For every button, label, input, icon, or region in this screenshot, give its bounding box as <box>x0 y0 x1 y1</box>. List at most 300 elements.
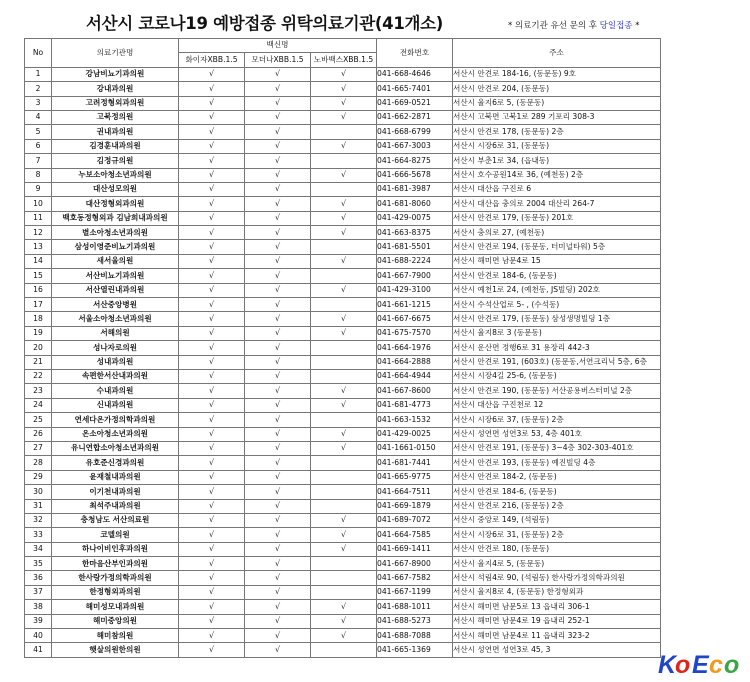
check-mark: √ <box>274 601 281 611</box>
vaccine-moderna-cell <box>245 283 311 297</box>
clinic-address: 서산시 해미면 남문4로 19 읍내리 252-1 <box>453 614 661 628</box>
row-number: 22 <box>25 369 52 383</box>
check-mark: √ <box>274 98 281 108</box>
table-row <box>25 168 661 182</box>
table-row <box>25 571 661 585</box>
vaccine-moderna-cell <box>245 154 311 168</box>
check-mark: √ <box>274 644 281 654</box>
vaccine-pfizer-cell <box>179 485 245 499</box>
note-prefix: * 의료기관 유선 문의 후 <box>508 21 600 31</box>
phone-number: 041-669-0521 <box>377 96 453 110</box>
row-number: 41 <box>25 643 52 657</box>
phone-number: 041-688-7088 <box>377 629 453 643</box>
vaccine-pfizer-cell <box>179 427 245 441</box>
check-mark: √ <box>208 385 215 395</box>
vaccine-novavax-cell <box>311 499 377 513</box>
clinic-name: 대산성모의원 <box>52 182 179 196</box>
phone-number: 041-668-4646 <box>377 67 453 81</box>
row-number: 25 <box>25 413 52 427</box>
vaccine-novavax-cell <box>311 168 377 182</box>
table-row <box>25 643 661 657</box>
phone-number: 041-1661-0150 <box>377 441 453 455</box>
check-mark: √ <box>340 313 347 323</box>
vaccine-moderna-cell <box>245 125 311 139</box>
row-number: 32 <box>25 513 52 527</box>
vaccine-moderna-cell <box>245 211 311 225</box>
header-vaccine-novavax: 노바백스XBB.1.5 <box>311 53 377 67</box>
phone-number: 041-665-7401 <box>377 82 453 96</box>
row-number: 7 <box>25 154 52 168</box>
vaccine-moderna-cell <box>245 470 311 484</box>
check-mark: √ <box>208 155 215 165</box>
vaccine-novavax-cell <box>311 585 377 599</box>
check-mark: √ <box>340 198 347 208</box>
check-mark: √ <box>274 69 281 79</box>
row-number: 35 <box>25 557 52 571</box>
logo-o: o <box>675 651 691 679</box>
vaccine-pfizer-cell <box>179 470 245 484</box>
vaccine-pfizer-cell <box>179 600 245 614</box>
check-mark: √ <box>208 414 215 424</box>
clinic-address: 서산시 수석산업로 5- , (수석동) <box>453 298 661 312</box>
vaccine-moderna-cell <box>245 600 311 614</box>
vaccine-pfizer-cell <box>179 398 245 412</box>
clinic-name: 누보소아청소년과의원 <box>52 168 179 182</box>
vaccine-pfizer-cell <box>179 298 245 312</box>
phone-number: 041-661-1215 <box>377 298 453 312</box>
vaccine-moderna-cell <box>245 456 311 470</box>
clinic-address: 서산시 안견로 190, (동문동) 서산공용버스터미널 2층 <box>453 384 661 398</box>
table-row <box>25 67 661 81</box>
clinic-name: 이기천내과의원 <box>52 485 179 499</box>
clinic-name: 대산정형외과의원 <box>52 197 179 211</box>
phone-number: 041-667-6675 <box>377 312 453 326</box>
clinic-name: 백호동정형외과 김남희내과의원 <box>52 211 179 225</box>
check-mark: √ <box>274 587 281 597</box>
phone-number: 041-662-2871 <box>377 110 453 124</box>
vaccine-moderna-cell <box>245 226 311 240</box>
phone-number: 041-681-4773 <box>377 398 453 412</box>
check-mark: √ <box>274 544 281 554</box>
clinic-address: 서산시 시장6로 37, (동문동) 2층 <box>453 413 661 427</box>
clinic-address: 서산시 율지4로 5, (동문동) <box>453 557 661 571</box>
table-header <box>25 39 661 68</box>
check-mark: √ <box>208 285 215 295</box>
clinic-table <box>24 38 661 658</box>
vaccine-novavax-cell <box>311 283 377 297</box>
phone-number: 041-429-0025 <box>377 427 453 441</box>
phone-number: 041-681-3987 <box>377 182 453 196</box>
phone-number: 041-668-6799 <box>377 125 453 139</box>
phone-number: 041-665-9775 <box>377 470 453 484</box>
table-row <box>25 441 661 455</box>
check-mark: √ <box>274 112 281 122</box>
vaccine-novavax-cell <box>311 542 377 556</box>
check-mark: √ <box>208 69 215 79</box>
row-number: 8 <box>25 168 52 182</box>
header-vaccine-moderna: 모더나XBB.1.5 <box>245 53 311 67</box>
vaccine-moderna-cell <box>245 298 311 312</box>
clinic-name: 유니연합소아청소년과의원 <box>52 441 179 455</box>
check-mark: √ <box>340 616 347 626</box>
clinic-name: 온소아청소년과의원 <box>52 427 179 441</box>
check-mark: √ <box>340 429 347 439</box>
phone-number: 041-663-8375 <box>377 226 453 240</box>
phone-number: 041-665-1369 <box>377 643 453 657</box>
check-mark: √ <box>274 529 281 539</box>
vaccine-moderna-cell <box>245 326 311 340</box>
check-mark: √ <box>274 400 281 410</box>
table-row <box>25 398 661 412</box>
check-mark: √ <box>208 270 215 280</box>
check-mark: √ <box>274 141 281 151</box>
phone-number: 041-688-2224 <box>377 254 453 268</box>
phone-number: 041-681-8060 <box>377 197 453 211</box>
table-row <box>25 470 661 484</box>
check-mark: √ <box>274 515 281 525</box>
row-number: 30 <box>25 485 52 499</box>
check-mark: √ <box>274 385 281 395</box>
check-mark: √ <box>274 213 281 223</box>
clinic-address: 서산시 율지6로 5, (동문동) <box>453 96 661 110</box>
vaccine-novavax-cell <box>311 154 377 168</box>
vaccine-pfizer-cell <box>179 557 245 571</box>
check-mark: √ <box>340 141 347 151</box>
phone-number: 041-664-1976 <box>377 341 453 355</box>
check-mark: √ <box>208 544 215 554</box>
clinic-address: 서산시 중앙로 149, (석림동) <box>453 513 661 527</box>
phone-number: 041-669-1411 <box>377 542 453 556</box>
logo-c: c <box>709 651 723 679</box>
clinic-address: 서산시 안견로 179, (동문동) 삼성생명빌딩 1층 <box>453 312 661 326</box>
vaccine-novavax-cell <box>311 427 377 441</box>
clinic-address: 서산시 예천1로 24, (예천동, JS빌딩) 202호 <box>453 283 661 297</box>
check-mark: √ <box>274 170 281 179</box>
vaccine-novavax-cell <box>311 110 377 124</box>
phone-number: 041-429-0075 <box>377 211 453 225</box>
vaccine-moderna-cell <box>245 441 311 455</box>
check-mark: √ <box>208 429 215 439</box>
clinic-address: 서산시 대산읍 구진로 6 <box>453 182 661 196</box>
vaccine-moderna-cell <box>245 499 311 513</box>
check-mark: √ <box>208 342 215 352</box>
clinic-address: 서산시 안견로 184-2, (동문동) <box>453 470 661 484</box>
clinic-address: 서산시 석림4로 90, (석림동) 한사랑가정의학과의원 <box>453 571 661 585</box>
clinic-address: 서산시 율지8로 4, (동문동) 한정형외과 <box>453 585 661 599</box>
phone-number: 041-664-4944 <box>377 369 453 383</box>
check-mark: √ <box>340 213 347 223</box>
row-number: 33 <box>25 528 52 542</box>
clinic-address: 서산시 안견로 184-6, (동문동) <box>453 485 661 499</box>
check-mark: √ <box>274 241 281 251</box>
table-row <box>25 154 661 168</box>
vaccine-novavax-cell <box>311 355 377 369</box>
table-row <box>25 585 661 599</box>
vaccine-moderna-cell <box>245 82 311 96</box>
check-mark: √ <box>340 630 347 640</box>
clinic-name: 하나이비인후과의원 <box>52 542 179 556</box>
row-number: 28 <box>25 456 52 470</box>
clinic-name: 권내과의원 <box>52 125 179 139</box>
logo-k: K <box>658 651 677 679</box>
table-row <box>25 355 661 369</box>
check-mark: √ <box>274 256 281 266</box>
row-number: 20 <box>25 341 52 355</box>
clinic-name: 삼성이영준비뇨기과의원 <box>52 240 179 254</box>
logo-o2: o <box>724 651 740 679</box>
phone-number: 041-667-3003 <box>377 139 453 153</box>
vaccine-pfizer-cell <box>179 154 245 168</box>
check-mark: √ <box>340 98 347 108</box>
row-number: 17 <box>25 298 52 312</box>
row-number: 21 <box>25 355 52 369</box>
row-number: 14 <box>25 254 52 268</box>
koeco-logo <box>656 648 750 680</box>
header-phone: 전화번호 <box>377 39 453 68</box>
check-mark: √ <box>208 170 215 179</box>
vaccine-moderna-cell <box>245 369 311 383</box>
clinic-address: 서산시 율지8로 3 (동문동) <box>453 326 661 340</box>
clinic-name: 고북정의원 <box>52 110 179 124</box>
check-mark: √ <box>208 472 215 482</box>
check-mark: √ <box>340 400 347 410</box>
clinic-address: 서산시 안견로 193, (동문동) 예진빌딩 4층 <box>453 456 661 470</box>
vaccine-pfizer-cell <box>179 96 245 110</box>
phone-number: 041-664-7511 <box>377 485 453 499</box>
phone-number: 041-688-5273 <box>377 614 453 628</box>
check-mark: √ <box>208 141 215 151</box>
row-number: 24 <box>25 398 52 412</box>
row-number: 36 <box>25 571 52 585</box>
clinic-address: 서산시 안견로 194, (동문동, 터미널타워) 5층 <box>453 240 661 254</box>
vaccine-moderna-cell <box>245 139 311 153</box>
vaccine-moderna-cell <box>245 355 311 369</box>
check-mark: √ <box>274 328 281 338</box>
vaccine-novavax-cell <box>311 629 377 643</box>
vaccine-pfizer-cell <box>179 226 245 240</box>
check-mark: √ <box>274 558 281 568</box>
table-row <box>25 427 661 441</box>
check-mark: √ <box>208 213 215 223</box>
check-mark: √ <box>208 500 215 510</box>
vaccine-novavax-cell <box>311 369 377 383</box>
check-mark: √ <box>274 472 281 482</box>
vaccine-novavax-cell <box>311 557 377 571</box>
table-row <box>25 614 661 628</box>
header-address: 주소 <box>453 39 661 68</box>
check-mark: √ <box>274 270 281 280</box>
vaccine-novavax-cell <box>311 211 377 225</box>
vaccine-pfizer-cell <box>179 269 245 283</box>
row-number: 29 <box>25 470 52 484</box>
clinic-name: 한정형외과의원 <box>52 585 179 599</box>
table-row <box>25 542 661 556</box>
check-mark: √ <box>208 198 215 208</box>
clinic-name: 별소아청소년과의원 <box>52 226 179 240</box>
check-mark: √ <box>208 328 215 338</box>
vaccine-novavax-cell <box>311 96 377 110</box>
inquiry-note <box>508 19 639 31</box>
clinic-address: 서산시 호수공원14로 36, (예천동) 2층 <box>453 168 661 182</box>
row-number: 38 <box>25 600 52 614</box>
clinic-address: 서산시 성연면 성연3로 45, 3 <box>453 643 661 657</box>
clinic-address: 서산시 시장4길 25-6, (동문동) <box>453 369 661 383</box>
row-number: 2 <box>25 82 52 96</box>
vaccine-novavax-cell <box>311 139 377 153</box>
clinic-name: 속편한서산내과의원 <box>52 369 179 383</box>
vaccine-novavax-cell <box>311 197 377 211</box>
check-mark: √ <box>274 342 281 352</box>
row-number: 4 <box>25 110 52 124</box>
check-mark: √ <box>208 83 215 93</box>
clinic-name: 유호준신경과의원 <box>52 456 179 470</box>
check-mark: √ <box>208 371 215 381</box>
table-row <box>25 226 661 240</box>
vaccine-pfizer-cell <box>179 571 245 585</box>
vaccine-pfizer-cell <box>179 110 245 124</box>
phone-number: 041-664-8275 <box>377 154 453 168</box>
clinic-address: 서산시 해미면 남문4로 11 읍내리 323-2 <box>453 629 661 643</box>
vaccine-moderna-cell <box>245 110 311 124</box>
table-row <box>25 82 661 96</box>
vaccine-pfizer-cell <box>179 513 245 527</box>
vaccine-novavax-cell <box>311 298 377 312</box>
page-title: 서산시 코로나19 예방접종 위탁의료기관(41개소) <box>86 14 444 33</box>
vaccine-novavax-cell <box>311 600 377 614</box>
vaccine-moderna-cell <box>245 240 311 254</box>
check-mark: √ <box>208 299 215 309</box>
clinic-name: 충청남도 서산의료원 <box>52 513 179 527</box>
check-mark: √ <box>208 601 215 611</box>
row-number: 37 <box>25 585 52 599</box>
clinic-address: 서산시 안견로 178, (동문동) 2층 <box>453 125 661 139</box>
vaccine-novavax-cell <box>311 254 377 268</box>
row-number: 16 <box>25 283 52 297</box>
check-mark: √ <box>340 328 347 338</box>
vaccine-moderna-cell <box>245 427 311 441</box>
clinic-name: 강남비뇨기과의원 <box>52 67 179 81</box>
clinic-address: 서산시 시장6로 31, (동문동) <box>453 139 661 153</box>
clinic-address: 서산시 안견로 184-6, (동문동) <box>453 269 661 283</box>
vaccine-novavax-cell <box>311 456 377 470</box>
check-mark: √ <box>340 285 347 295</box>
vaccine-moderna-cell <box>245 571 311 585</box>
check-mark: √ <box>274 126 281 136</box>
note-highlight: 당일접종 <box>599 21 633 31</box>
vaccine-novavax-cell <box>311 82 377 96</box>
vaccine-moderna-cell <box>245 398 311 412</box>
vaccine-moderna-cell <box>245 413 311 427</box>
header-vaccine-group: 백신명 <box>179 39 377 53</box>
vaccine-moderna-cell <box>245 312 311 326</box>
clinic-name: 한사랑가정의학과의원 <box>52 571 179 585</box>
table-row <box>25 211 661 225</box>
clinic-name: 연세다온가정의학과의원 <box>52 413 179 427</box>
vaccine-pfizer-cell <box>179 643 245 657</box>
vaccine-pfizer-cell <box>179 125 245 139</box>
clinic-name: 해미참의원 <box>52 629 179 643</box>
clinic-name: 윤재철내과의원 <box>52 470 179 484</box>
table-row <box>25 341 661 355</box>
clinic-name: 서산열린내과의원 <box>52 283 179 297</box>
check-mark: √ <box>208 587 215 597</box>
vaccine-novavax-cell <box>311 571 377 585</box>
phone-number: 041-681-5501 <box>377 240 453 254</box>
clinic-address: 서산시 안견로 191, (603호) (동문동,서연크리닉 5층, 6층 <box>453 355 661 369</box>
check-mark: √ <box>340 83 347 93</box>
phone-number: 041-664-2888 <box>377 355 453 369</box>
clinic-address: 서산시 안견로 191, (동문동) 3~4층 302-303-401호 <box>453 441 661 455</box>
row-number: 27 <box>25 441 52 455</box>
clinic-name: 김경훈내과의원 <box>52 139 179 153</box>
table-body <box>25 67 661 657</box>
clinic-address: 서산시 안견로 179, (동문동) 201호 <box>453 211 661 225</box>
table-row <box>25 254 661 268</box>
check-mark: √ <box>274 457 281 467</box>
check-mark: √ <box>340 69 347 79</box>
row-number: 19 <box>25 326 52 340</box>
vaccine-novavax-cell <box>311 312 377 326</box>
row-number: 23 <box>25 384 52 398</box>
check-mark: √ <box>340 529 347 539</box>
check-mark: √ <box>274 357 281 367</box>
row-number: 15 <box>25 269 52 283</box>
table-row <box>25 110 661 124</box>
table-row <box>25 369 661 383</box>
title-row <box>0 6 750 36</box>
vaccine-pfizer-cell <box>179 355 245 369</box>
vaccine-novavax-cell <box>311 614 377 628</box>
vaccine-novavax-cell <box>311 269 377 283</box>
vaccine-pfizer-cell <box>179 168 245 182</box>
vaccine-pfizer-cell <box>179 614 245 628</box>
vaccine-novavax-cell <box>311 341 377 355</box>
check-mark: √ <box>208 515 215 525</box>
check-mark: √ <box>208 558 215 568</box>
table-row <box>25 283 661 297</box>
clinic-address: 서산시 대산읍 충의로 2004 대산리 264-7 <box>453 197 661 211</box>
row-number: 34 <box>25 542 52 556</box>
check-mark: √ <box>340 601 347 611</box>
logo-e: E <box>692 651 709 679</box>
phone-number: 041-675-7570 <box>377 326 453 340</box>
check-mark: √ <box>208 227 215 237</box>
table-row <box>25 240 661 254</box>
vaccine-moderna-cell <box>245 643 311 657</box>
clinic-name: 해미성모내과의원 <box>52 600 179 614</box>
clinic-address: 서산시 시장6로 31, (동문동) 2층 <box>453 528 661 542</box>
vaccine-pfizer-cell <box>179 82 245 96</box>
vaccine-novavax-cell <box>311 384 377 398</box>
check-mark: √ <box>340 544 347 554</box>
check-mark: √ <box>208 357 215 367</box>
row-number: 18 <box>25 312 52 326</box>
vaccine-novavax-cell <box>311 528 377 542</box>
phone-number: 041-681-7441 <box>377 456 453 470</box>
vaccine-moderna-cell <box>245 513 311 527</box>
clinic-name: 서산비뇨기과의원 <box>52 269 179 283</box>
vaccine-novavax-cell <box>311 470 377 484</box>
row-number: 11 <box>25 211 52 225</box>
clinic-name: 햇살의원한의원 <box>52 643 179 657</box>
vaccine-novavax-cell <box>311 67 377 81</box>
clinic-address: 서산시 안견로 216, (동문동) 2층 <box>453 499 661 513</box>
table-row <box>25 485 661 499</box>
clinic-name: 최석주내과의원 <box>52 499 179 513</box>
vaccine-moderna-cell <box>245 585 311 599</box>
header-name: 의료기관명 <box>52 39 179 68</box>
phone-number: 041-666-5678 <box>377 168 453 182</box>
